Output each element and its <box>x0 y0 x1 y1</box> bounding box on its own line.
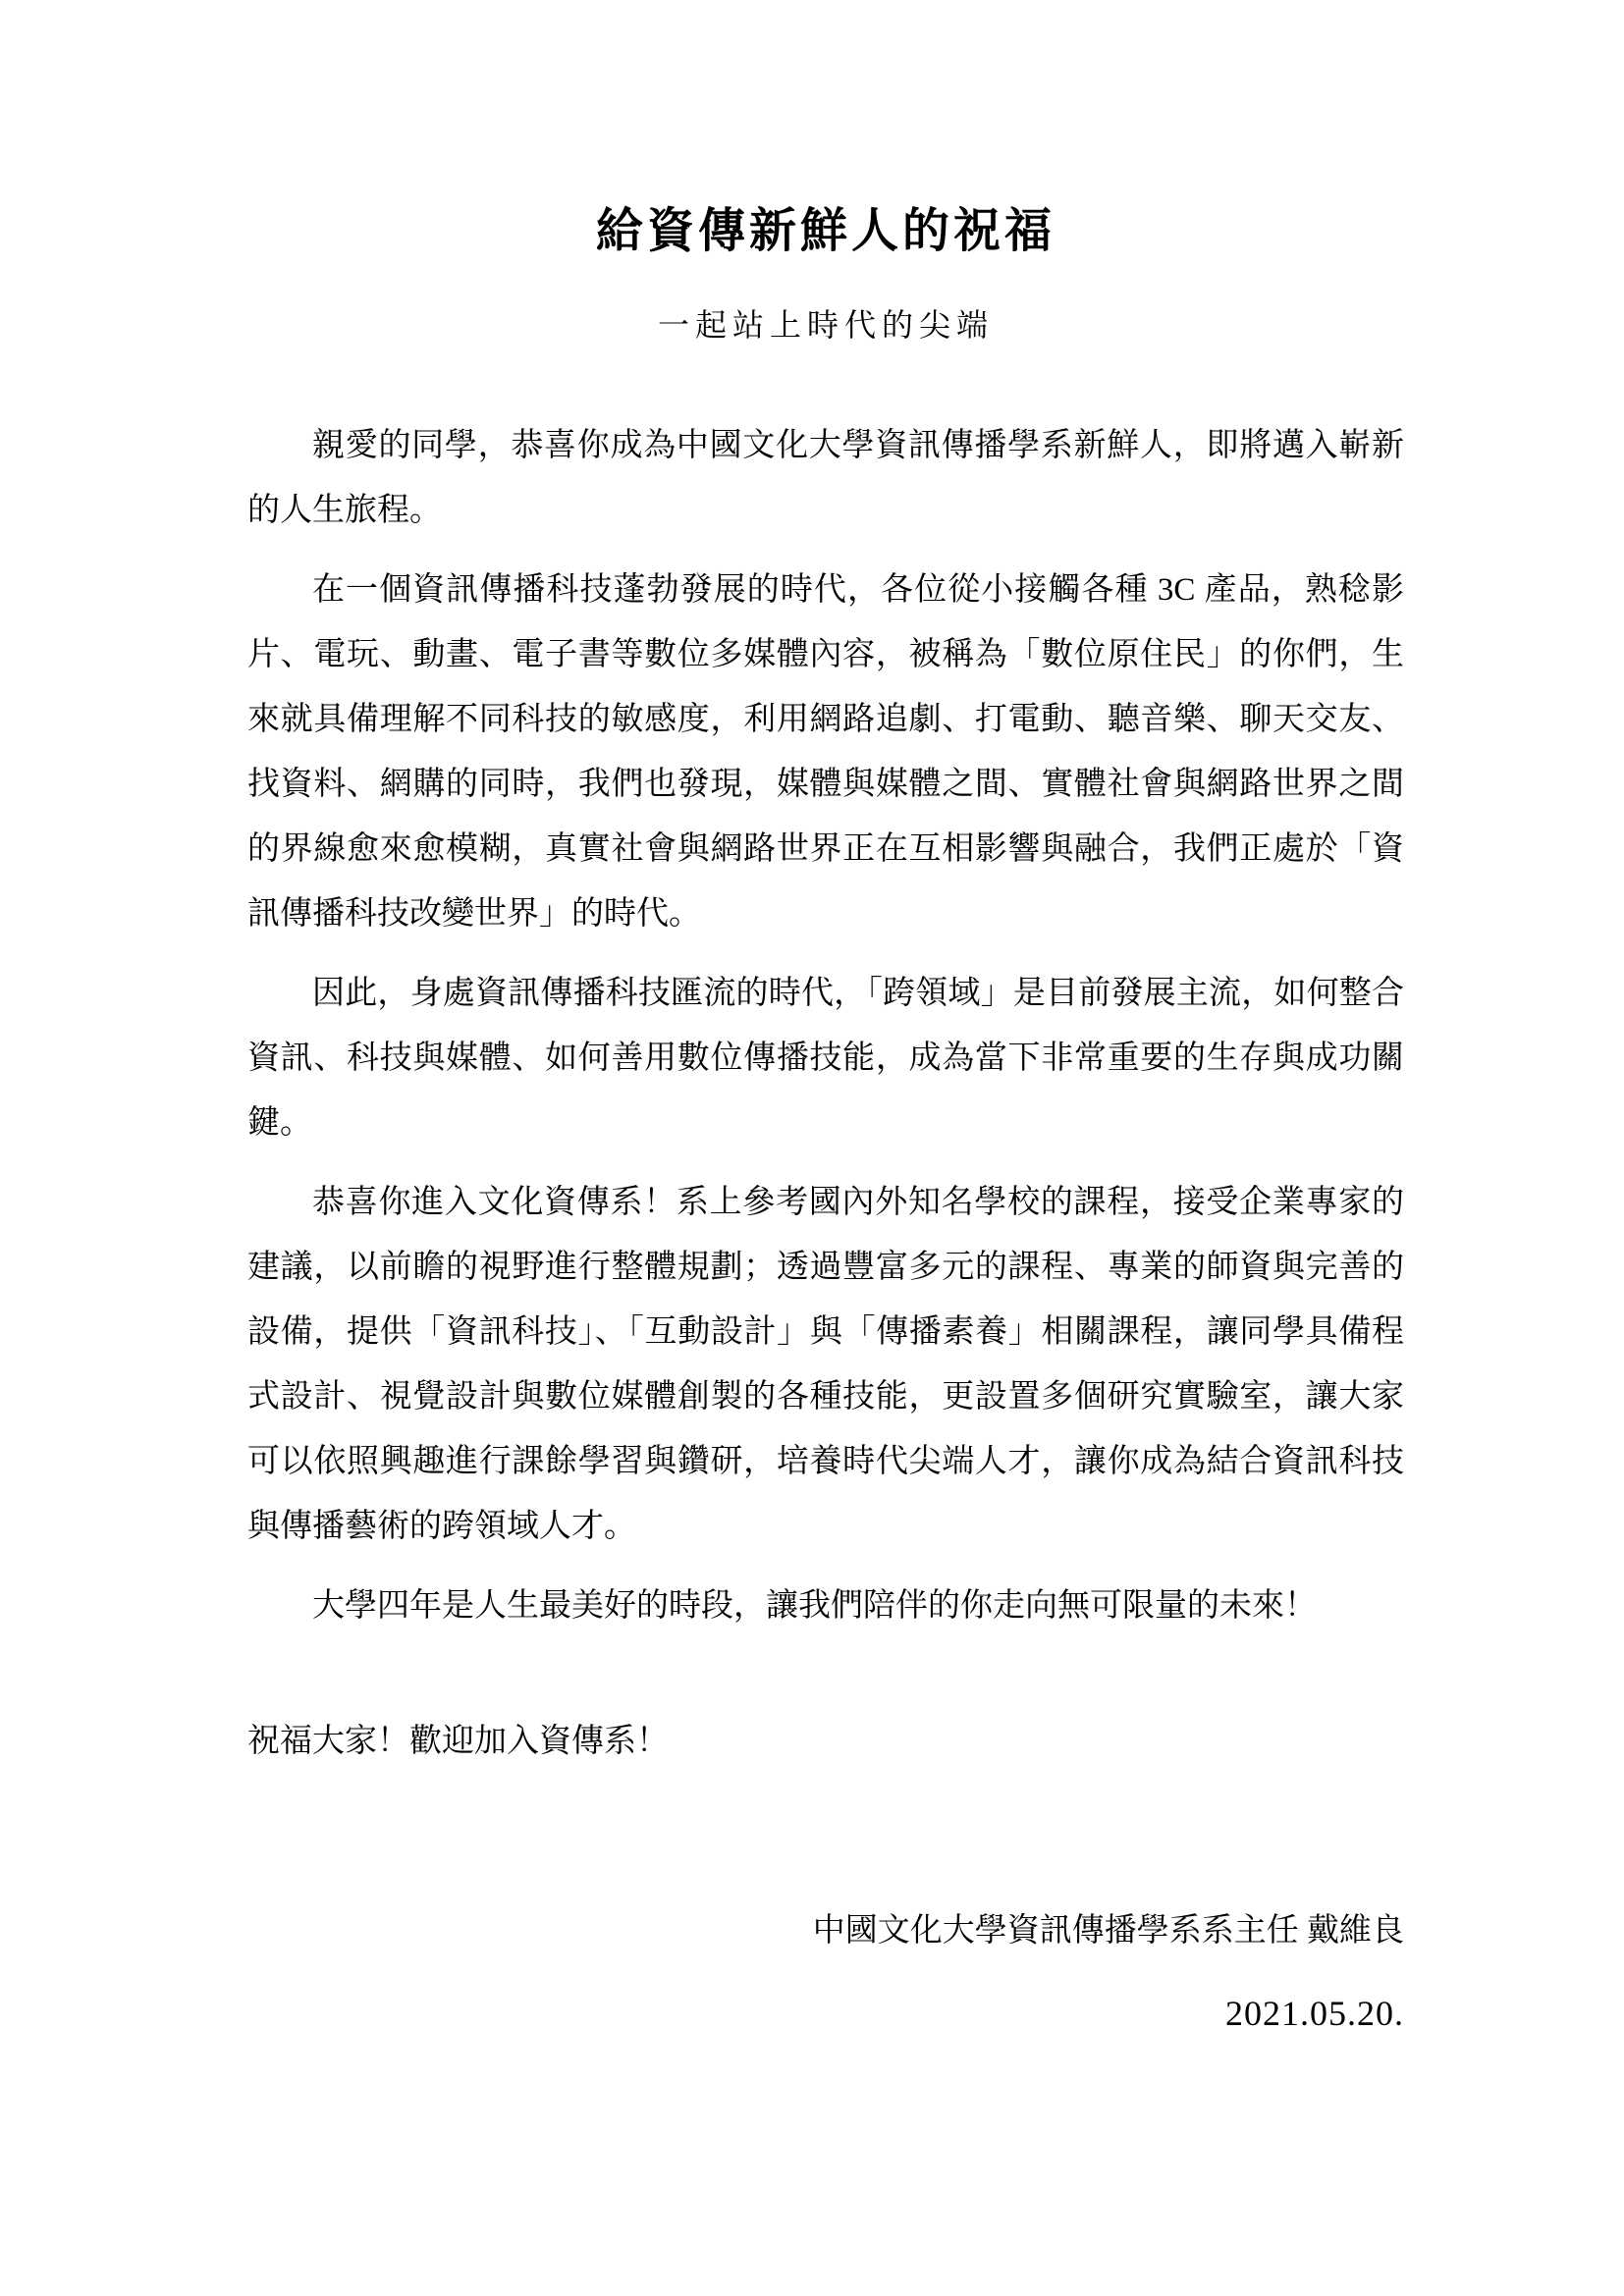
paragraph-university-years: 大學四年是人生最美好的時段，讓我們陪伴的你走向無可限量的未來！ <box>312 1588 1317 1624</box>
letter-subtitle: 一起站上時代的尖端 <box>657 307 994 343</box>
letter-body <box>247 413 1404 1638</box>
signature-line: 中國文化大學資訊傳播學系系主任 戴維良 <box>812 1913 1404 1949</box>
closing-line: 祝福大家！歡迎加入資傳系！ <box>247 1724 669 1759</box>
paragraph-digital-natives: 在一個資訊傳播科技蓬勃發展的時代，各位從小接觸各種 3C 產品，熟稔影片、電玩、動畫、電子書等數位多媒體內容，被稱為「數位原住民」的你們，生來就具備理解不同科技的敏感度，利用網路追劇、打電動、聽音樂、聊天交友、找資料、網購的同時，我們也發現，媒體與媒體之間、實體社會與網路世界之間的界線愈來愈模糊，真實社會與網路世界正在互相影響與融合，我們正處於「資訊傳播科技改變世界」的時代。 <box>247 572 1404 932</box>
date-line: 2021.05.20. <box>1225 1994 1404 2033</box>
letter-content <box>247 0 1404 2046</box>
paragraph-greeting: 親愛的同學，恭喜你成為中國文化大學資訊傳播學系新鮮人，即將邁入嶄新的人生旅程。 <box>247 428 1404 528</box>
letter-title: 給資傳新鮮人的祝福 <box>595 205 1056 257</box>
paragraph-department-intro: 恭喜你進入文化資傳系！系上參考國內外知名學校的課程，接受企業專家的建議，以前瞻的視野進行整體規劃；透過豐富多元的課程、專業的師資與完善的設備，提供「資訊科技」、「互動設計」與「傳播素養」相關課程，讓同學具備程式設計、視覺設計與數位媒體創製的各種技能，更設置多個研究實驗室，讓大家可以依照興趣進行課餘學習與鑽研，培養時代尖端人才，讓你成為結合資訊科技與傳播藝術的跨領域人才。 <box>247 1185 1404 1544</box>
paragraph-cross-domain: 因此，身處資訊傳播科技匯流的時代，「跨領域」是目前發展主流，如何整合資訊、科技與媒體、如何善用數位傳播技能，成為當下非常重要的生存與成功關鍵。 <box>247 976 1404 1141</box>
